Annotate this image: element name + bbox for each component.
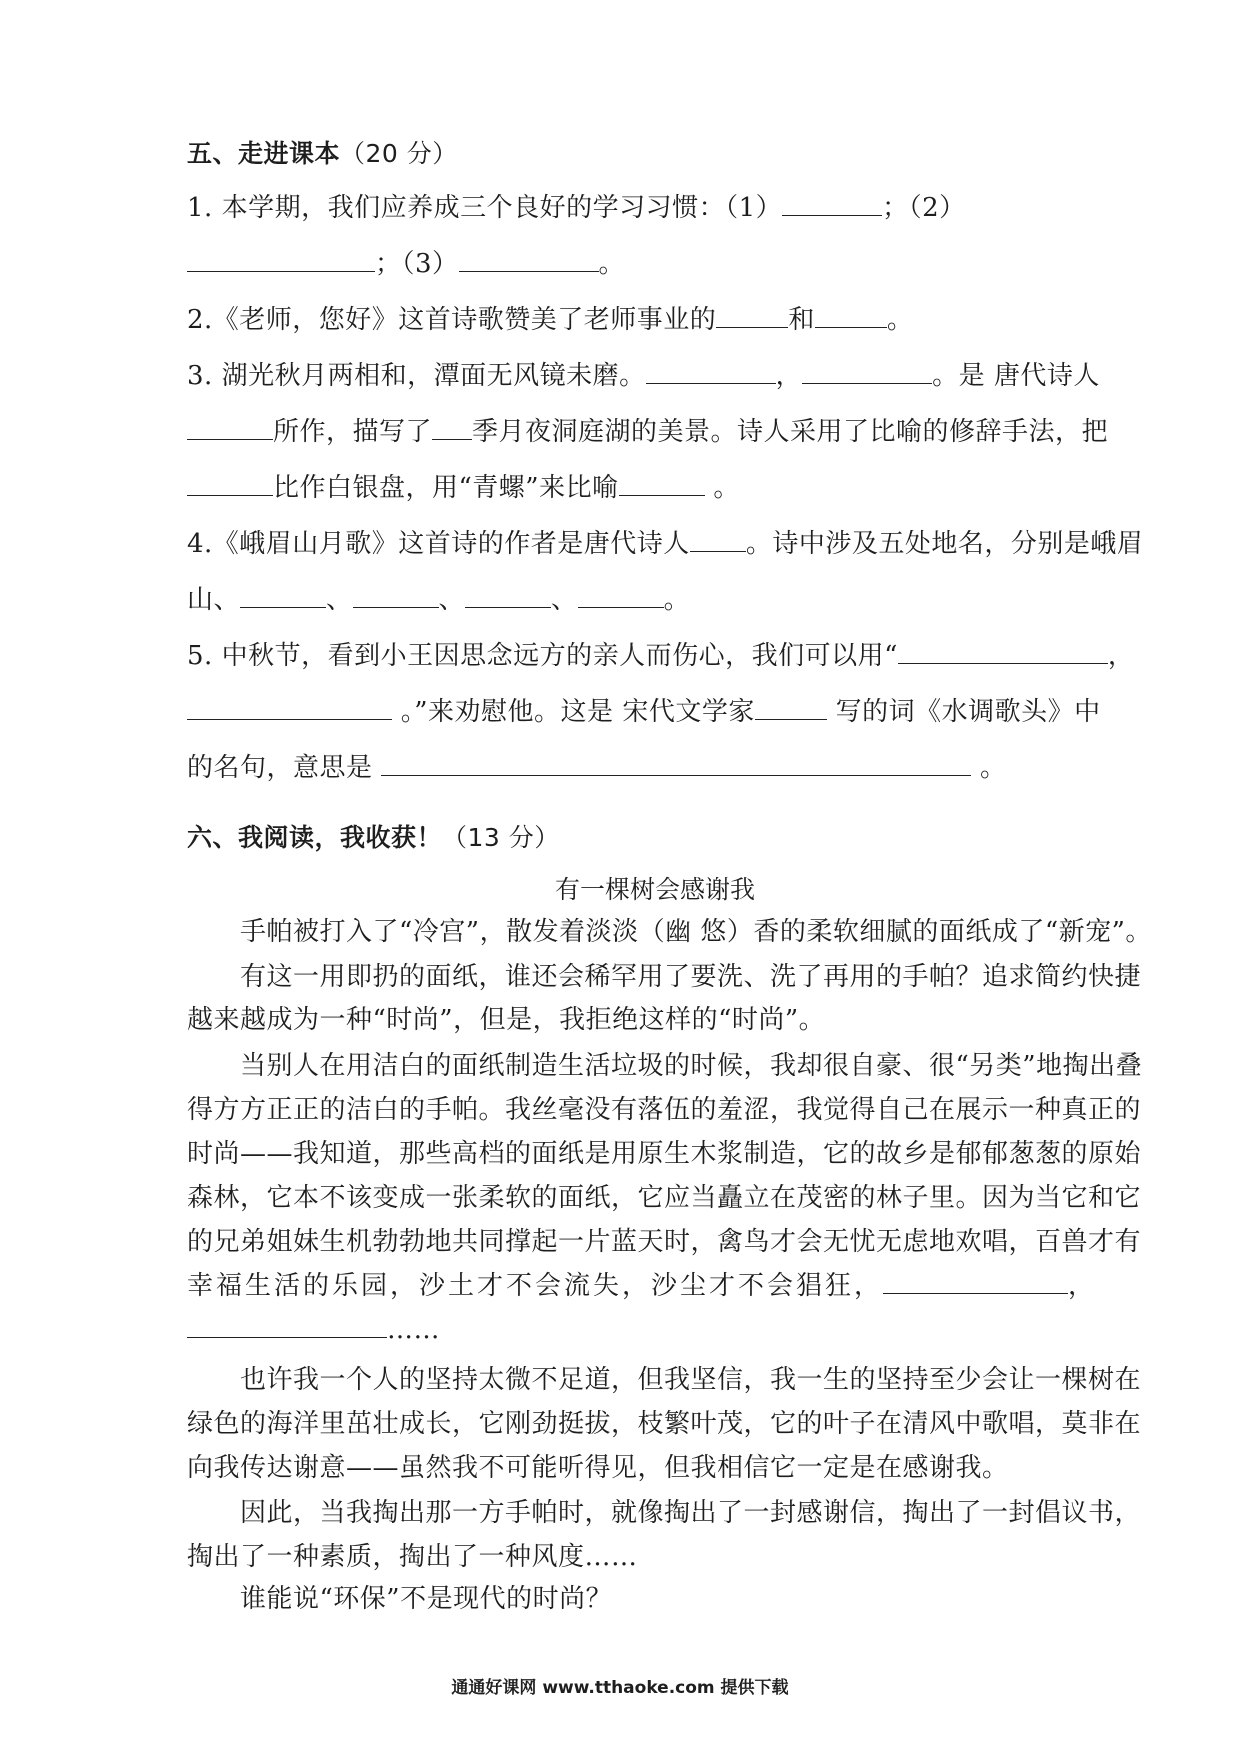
q3-blank-3[interactable] [187, 413, 273, 440]
q4-blank-5[interactable] [578, 581, 664, 608]
q3-line-2: 所作，描写了 季月夜洞庭湖的美景。诗人采用了比喻的修辞手法，把 [187, 413, 1123, 451]
passage-p4-line-3: 向我传达谢意——虽然我不可能听得见，但我相信它一定是在感谢我。 [187, 1453, 1009, 1483]
passage-p3-line-5: 的兄弟姐妹生机勃勃地共同撑起一片蓝天时，禽鸟才会无忧无虑地欢唱，百兽才有 [187, 1227, 1142, 1257]
q4-line-2: 山、 、 、 、 。 [187, 581, 1123, 619]
q2-line: 2.《老师，您好》这首诗歌赞美了老师事业的 和 。 [187, 301, 1123, 339]
footer-source: 通通好课网 www.tthaoke.com 提供下载 [451, 1678, 789, 1698]
passage-p2-line-2: 越来越成为一种“时尚”，但是，我拒绝这样的“时尚”。 [187, 1005, 826, 1035]
passage-p3-line-6: 幸福生活的乐园，沙土才不会流失，沙尘才不会猖狂， ， [187, 1267, 1123, 1305]
passage-p3-line-3: 时尚——我知道，那些高档的面纸是用原生木浆制造，它的故乡是郁郁葱葱的原始 [187, 1139, 1142, 1169]
passage-p6: 谁能说“环保”不是现代的时尚？ [240, 1584, 613, 1614]
q5-blank-1[interactable] [898, 637, 1108, 664]
q1-blank-3[interactable] [459, 245, 599, 272]
q5-line-1: 5. 中秋节，看到小王因思念远方的亲人而伤心，我们可以用“ ， [187, 637, 1123, 675]
q2-blank-1[interactable] [716, 301, 788, 328]
q3-line-1: 3. 湖光秋月两相和，潭面无风镜未磨。 ， 。是 唐代诗人 [187, 357, 1123, 395]
passage-p5-line-1: 因此，当我掏出那一方手帕时，就像掏出了一封感谢信，掏出了一封倡议书， [240, 1498, 1142, 1528]
passage-p5-line-2: 掏出了一种素质，掏出了一种风度…… [187, 1542, 638, 1572]
passage-p3-line-2: 得方方正正的洁白的手帕。我丝毫没有落伍的羞涩，我觉得自己在展示一种真正的 [187, 1095, 1142, 1125]
q3-blank-1[interactable] [646, 357, 776, 384]
section-6-heading: 六、我阅读，我收获！（13 分） [187, 823, 560, 852]
q1-line-2: ；（3） 。 [187, 245, 1123, 283]
q3-line-3: 比作白银盘，用“青螺”来比喻 。 [187, 469, 1123, 507]
section-5-heading: 五、走进课本（20 分） [187, 139, 458, 168]
q5-blank-3[interactable] [755, 693, 827, 720]
q1-line-1: 1. 本学期，我们应养成三个良好的学习习惯：（1） ；（2） [187, 189, 1123, 227]
q1-blank-2[interactable] [187, 245, 375, 272]
passage-p3-line-7: …… [187, 1311, 1123, 1349]
passage-p1: 手帕被打入了“冷宫”，散发着淡淡（幽 悠）香的柔软细腻的面纸成了“新宠”。 [240, 917, 1152, 947]
q5-line-3: 的名句，意思是 。 [187, 749, 1123, 787]
passage-blank-2[interactable] [187, 1311, 387, 1338]
q3-blank-6[interactable] [619, 469, 705, 496]
q5-blank-4[interactable] [381, 749, 971, 776]
q4-blank-3[interactable] [353, 581, 439, 608]
q3-blank-2[interactable] [802, 357, 932, 384]
q4-line-1: 4.《峨眉山月歌》这首诗的作者是唐代诗人 。诗中涉及五处地名，分别是峨眉 [187, 525, 1123, 563]
q5-blank-2[interactable] [187, 693, 392, 720]
q4-blank-2[interactable] [240, 581, 326, 608]
passage-p3-line-4: 森林，它本不该变成一张柔软的面纸，它应当矗立在茂密的林子里。因为当它和它 [187, 1183, 1142, 1213]
passage-title: 有一棵树会感谢我 [554, 875, 755, 904]
q4-blank-4[interactable] [465, 581, 551, 608]
passage-p2-line-1: 有这一用即扔的面纸，谁还会稀罕用了要洗、洗了再用的手帕？追求简约快捷 [240, 962, 1142, 992]
passage-p4-line-1: 也许我一个人的坚持太微不足道，但我坚信，我一生的坚持至少会让一棵树在 [240, 1365, 1142, 1395]
q2-blank-2[interactable] [815, 301, 887, 328]
q3-blank-4[interactable] [432, 413, 472, 440]
passage-p4-line-2: 绿色的海洋里茁壮成长，它刚劲挺拔，枝繁叶茂，它的叶子在清风中歌唱，莫非在 [187, 1409, 1142, 1439]
q1-blank-1[interactable] [782, 189, 882, 216]
passage-blank-1[interactable] [883, 1267, 1068, 1294]
q5-line-2: 。”来劝慰他。这是 宋代文学家 写的词《水调歌头》中 [187, 693, 1123, 731]
q4-blank-1[interactable] [690, 525, 746, 552]
q3-blank-5[interactable] [187, 469, 273, 496]
passage-p3-line-1: 当别人在用洁白的面纸制造生活垃圾的时候，我却很自豪、很“另类”地掏出叠 [240, 1051, 1143, 1081]
